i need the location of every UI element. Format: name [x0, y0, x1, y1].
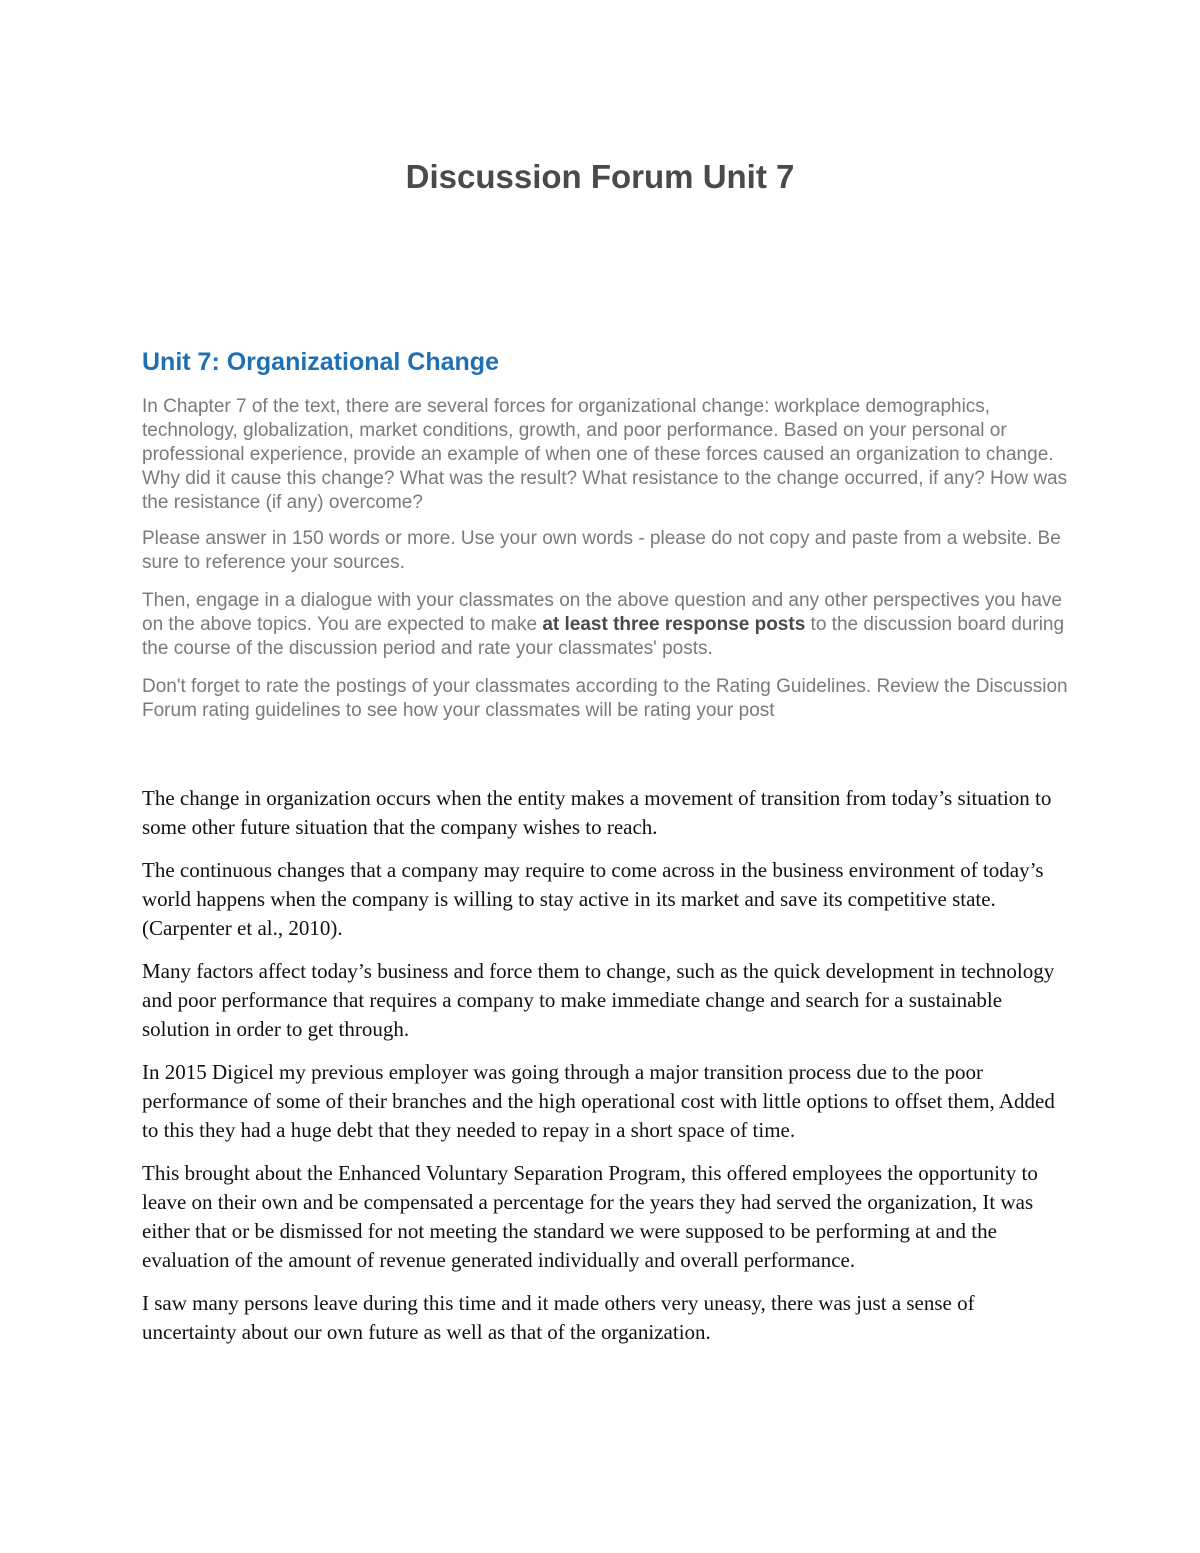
essay-paragraph: In 2015 Digicel my previous employer was going through a major transition process due to the poor performance of some of their branches and the high operational cost with little options to offset them, Added to this they had a huge debt that they needed to repay in a short space of time. [142, 1060, 1055, 1142]
prompt-paragraph-1: In Chapter 7 of the text, there are several forces for organizational change: workplace demographics, technology, globalization, market conditions, growth, and poor performance. Based on your personal or professional experience, provide an example of when one of these forces caused an organization to change. Why did it cause this change? What was the result? What resistance to the change occurred, if any? How was the resistance (if any) overcome? [142, 396, 1068, 513]
essay-paragraph: This brought about the Enhanced Voluntary Separation Program, this offered employees the opportunity to leave on their own and be compensated a percentage for the years they had served the organization, It was either that or be dismissed for not meeting the standard we were supposed to be performing at and the evaluation of the amount of revenue generated individually and overall performance. [142, 1161, 1038, 1272]
document-title: Discussion Forum Unit 7 [405, 158, 795, 195]
essay-paragraph: I saw many persons leave during this time and it made others very uneasy, there was just a sense of uncertainty about our own future as well as that of the organization. [142, 1291, 975, 1344]
assignment-prompt [142, 345, 1072, 735]
prompt-paragraph-2: Please answer in 150 words or more. Use your own words - please do not copy and paste from a website. Be sure to reference your sources. [142, 528, 1061, 573]
prompt-paragraph-4: Don't forget to rate the postings of your classmates according to the Rating Guidelines. Review the Discussion Forum rating guidelines to see how your classmates will be rating your post [142, 676, 1068, 721]
essay-paragraph: The continuous changes that a company may require to come across in the business environment of today’s world happens when the company is willing to stay active in its market and save its competitive state. (Carpenter et al., 2010). [142, 858, 1044, 940]
prompt-paragraph-3 [142, 589, 1072, 661]
essay-paragraph: The change in organization occurs when the entity makes a movement of transition from today’s situation to some other future situation that the company wishes to reach. [142, 786, 1052, 839]
prompt-paragraph-3-start: Then, engage in a dialogue with your classmates on the above question and any other perspectives you have on the above topics. You are expected to make [142, 590, 1062, 635]
essay-response [142, 784, 1067, 1361]
unit-heading: Unit 7: Organizational Change [142, 348, 499, 376]
response-posts-emphasis: at least three response posts [542, 614, 806, 635]
prompt-paragraph-3-end: to the discussion board during the course of the discussion period and rate your classmates' posts. [142, 614, 1065, 659]
essay-paragraph: Many factors affect today’s business and force them to change, such as the quick development in technology and poor performance that requires a company to make immediate change and search for a sustainable solution in order to get through. [142, 959, 1055, 1041]
